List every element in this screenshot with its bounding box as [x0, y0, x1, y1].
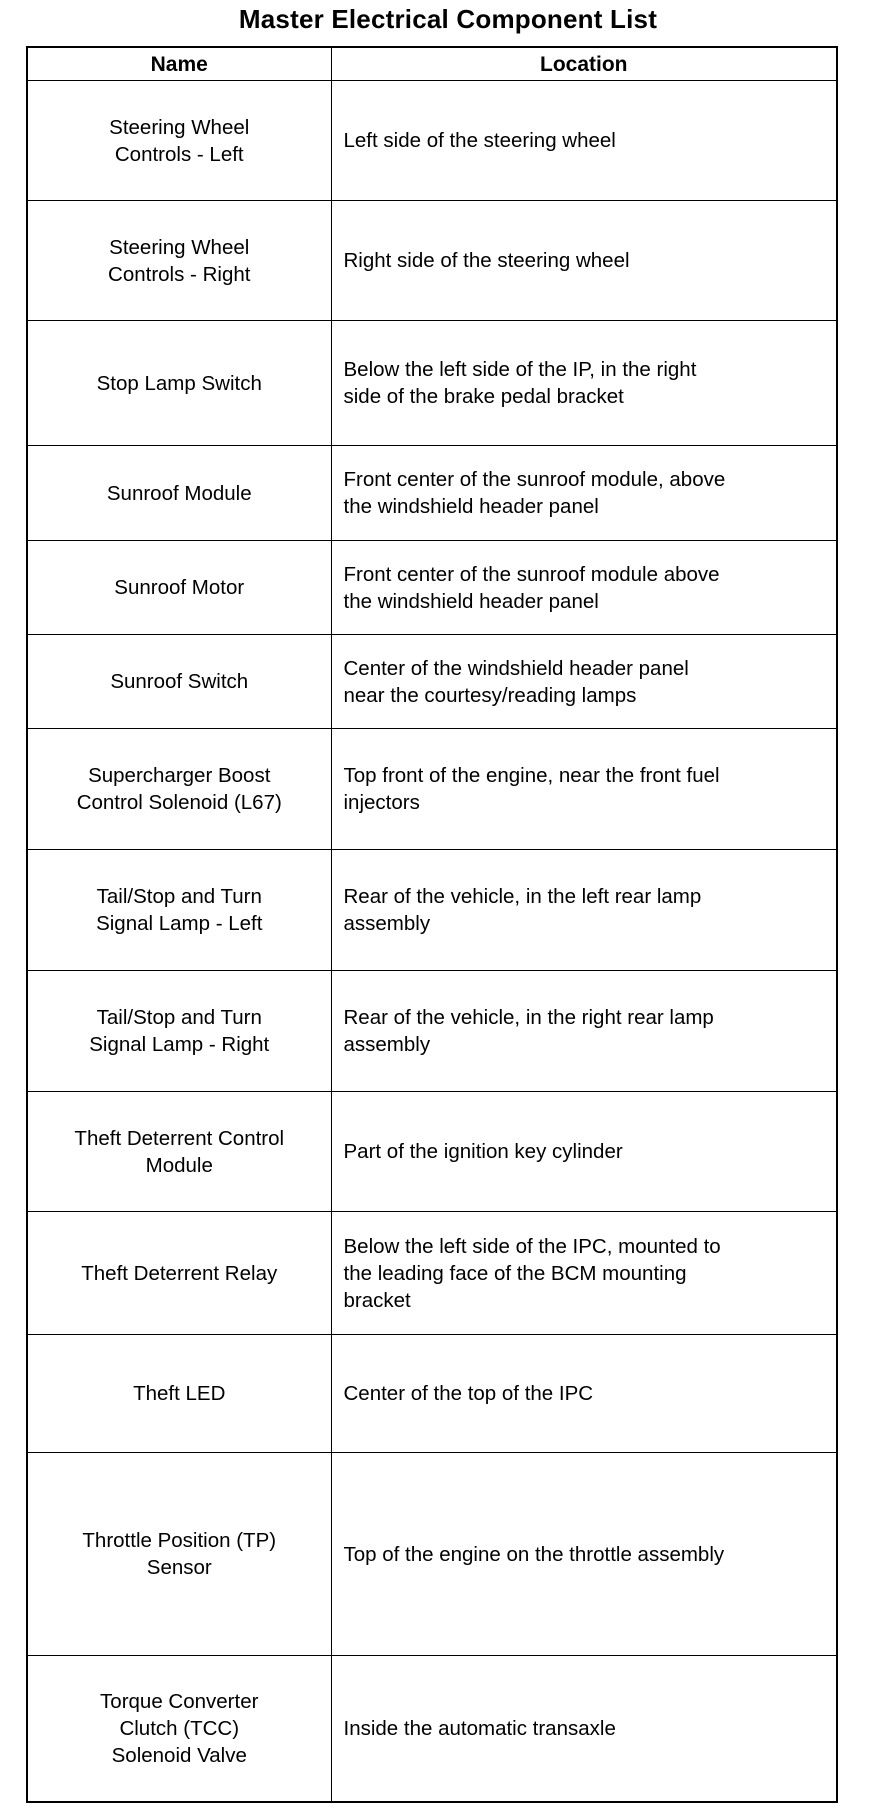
- component-name: Steering Wheel Controls - Right: [27, 201, 331, 321]
- table-row: [27, 1335, 837, 1453]
- component-name: Theft Deterrent Relay: [27, 1212, 331, 1335]
- component-table: [26, 46, 838, 1803]
- table-row: [27, 541, 837, 635]
- component-location: Top front of the engine, near the front fuel injectors: [331, 729, 837, 850]
- component-name: Theft Deterrent Control Module: [27, 1092, 331, 1212]
- component-name: Supercharger Boost Control Solenoid (L67): [27, 729, 331, 850]
- component-location: Center of the windshield header panel near the courtesy/reading lamps: [331, 635, 837, 729]
- component-location: Left side of the steering wheel: [331, 81, 837, 201]
- component-location: Right side of the steering wheel: [331, 201, 837, 321]
- component-name: Sunroof Module: [27, 446, 331, 541]
- column-header-name: Name: [27, 47, 331, 81]
- component-name: Tail/Stop and Turn Signal Lamp - Right: [27, 971, 331, 1092]
- component-location: Rear of the vehicle, in the left rear lamp assembly: [331, 850, 837, 971]
- page-title: Master Electrical Component List: [238, 4, 658, 34]
- component-location: Part of the ignition key cylinder: [331, 1092, 837, 1212]
- component-location: Inside the automatic transaxle: [331, 1656, 837, 1802]
- table-row: [27, 446, 837, 541]
- table-row: [27, 1656, 837, 1802]
- table-row: [27, 1092, 837, 1212]
- table-row: [27, 635, 837, 729]
- component-name: Throttle Position (TP) Sensor: [27, 1453, 331, 1656]
- table-header-row: [27, 47, 837, 81]
- component-location: Below the left side of the IP, in the right side of the brake pedal bracket: [331, 321, 837, 446]
- component-location: Below the left side of the IPC, mounted to the leading face of the BCM mounting bracket: [331, 1212, 837, 1335]
- component-name: Theft LED: [27, 1335, 331, 1453]
- component-name: Steering Wheel Controls - Left: [27, 81, 331, 201]
- column-header-location: Location: [331, 47, 837, 81]
- table-row: [27, 321, 837, 446]
- component-location: Center of the top of the IPC: [331, 1335, 837, 1453]
- component-name: Sunroof Motor: [27, 541, 331, 635]
- component-location: Front center of the sunroof module, above the windshield header panel: [331, 446, 837, 541]
- table-row: [27, 1453, 837, 1656]
- component-name: Sunroof Switch: [27, 635, 331, 729]
- table-row: [27, 971, 837, 1092]
- table-row: [27, 81, 837, 201]
- component-location: Rear of the vehicle, in the right rear lamp assembly: [331, 971, 837, 1092]
- table-row: [27, 729, 837, 850]
- component-name: Stop Lamp Switch: [27, 321, 331, 446]
- component-name: Torque Converter Clutch (TCC) Solenoid Valve: [27, 1656, 331, 1802]
- component-name: Tail/Stop and Turn Signal Lamp - Left: [27, 850, 331, 971]
- table-row: [27, 201, 837, 321]
- table-row: [27, 1212, 837, 1335]
- component-location: Front center of the sunroof module above the windshield header panel: [331, 541, 837, 635]
- component-location: Top of the engine on the throttle assembly: [331, 1453, 837, 1656]
- table-row: [27, 850, 837, 971]
